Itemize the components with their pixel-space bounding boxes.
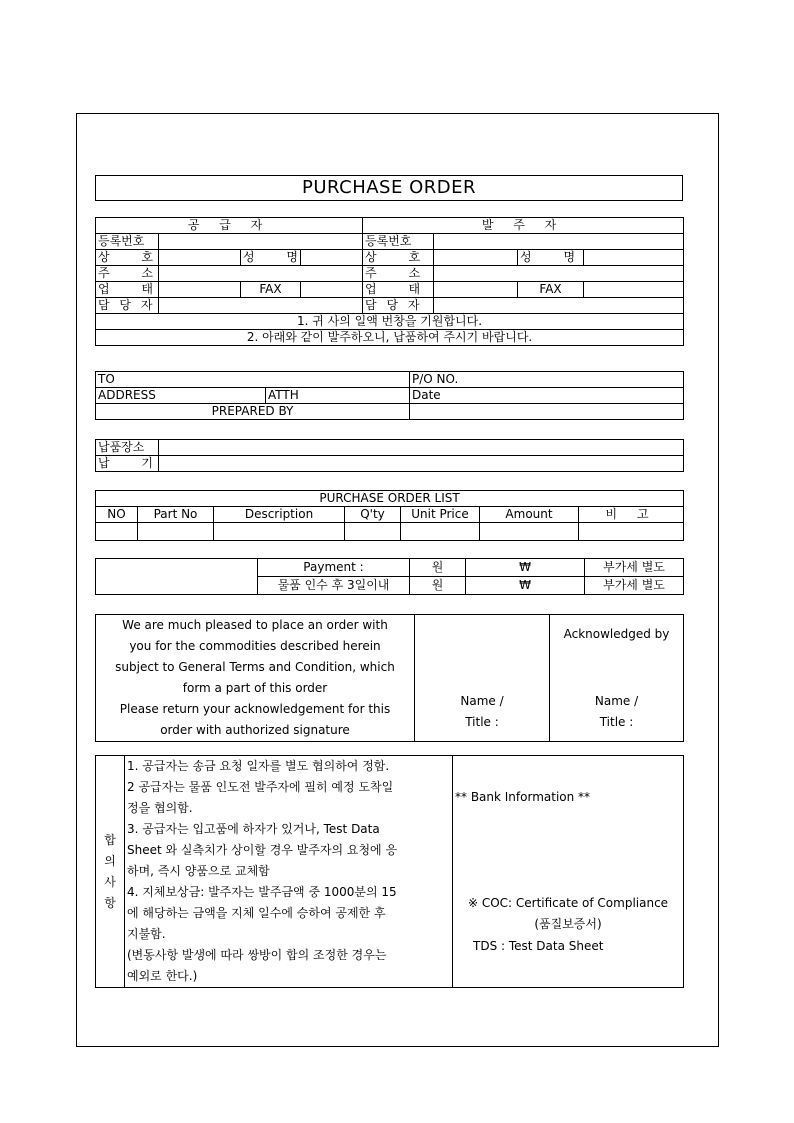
- supplier-fax-value[interactable]: [301, 282, 363, 298]
- atth-label: ATTH: [266, 388, 410, 404]
- supplier-business-value[interactable]: [159, 282, 241, 298]
- row-qty-cell[interactable]: [345, 523, 401, 541]
- supplier-company-label: 상 호: [96, 250, 159, 266]
- receipt-terms-label: 물품 인수 후 3일이내: [258, 577, 410, 595]
- orderer-title-label: Title :: [465, 715, 499, 729]
- supplier-title-label: Title :: [599, 715, 634, 729]
- supplier-name-label: 성 명: [241, 250, 301, 266]
- terms-line: 지불함.: [127, 927, 166, 941]
- row-amount-cell[interactable]: [480, 523, 579, 541]
- payment-vat-note: 부가세 별도: [585, 559, 684, 577]
- column-header-no: NO: [96, 507, 138, 523]
- terms-label-char: 합: [104, 832, 116, 847]
- terms-label-char: 항: [104, 895, 116, 910]
- orderer-company-value[interactable]: [434, 250, 518, 266]
- terms-table: [95, 755, 684, 988]
- order-list-table: [95, 490, 684, 541]
- orderer-name-value[interactable]: [584, 250, 684, 266]
- supplier-name-label: Name /: [594, 694, 639, 708]
- coc-line: ※ COC: Certificate of Compliance: [467, 896, 669, 910]
- terms-line: Sheet 와 실측치가 상이할 경우 발주자의 요청에 응: [127, 843, 398, 857]
- terms-label-char: 사: [104, 874, 116, 889]
- orderer-reg-no-label: 등록번호: [363, 234, 434, 250]
- orderer-name-label: Name /: [460, 694, 504, 708]
- terms-line: 4. 지체보상금: 발주자는 발주금액 중 1000분의 15: [127, 885, 397, 899]
- supplier-header: 공 급 자: [96, 218, 363, 234]
- orderer-signature-cell[interactable]: [415, 615, 550, 742]
- po-no-label: P/O NO.: [410, 372, 684, 388]
- acknowledgement-table: [95, 614, 684, 742]
- ack-line: order with authorized signature: [160, 723, 350, 737]
- table-row: [96, 523, 684, 541]
- orderer-header: 발 주 자: [363, 218, 684, 234]
- orderer-reg-no-value[interactable]: [434, 234, 684, 250]
- orderer-business-value[interactable]: [434, 282, 518, 298]
- supplier-reg-no-label: 등록번호: [96, 234, 159, 250]
- page-title: PURCHASE ORDER: [95, 175, 683, 201]
- order-info-table: [95, 371, 684, 420]
- orderer-address-label: 주 소: [363, 266, 434, 282]
- supplier-business-label: 업 태: [96, 282, 159, 298]
- terms-line: 정을 협의함.: [127, 801, 193, 815]
- ack-line: form a part of this order: [182, 681, 328, 695]
- prepared-by-value[interactable]: [410, 404, 684, 420]
- supplier-company-value[interactable]: [159, 250, 241, 266]
- row-unit-price-cell[interactable]: [401, 523, 480, 541]
- bank-info-cell: [453, 756, 684, 988]
- ack-line: We are much pleased to place an order with: [122, 618, 388, 632]
- terms-line: 3. 공급자는 입고품에 하자가 있거나, Test Data: [127, 822, 380, 836]
- supplier-contact-label: 담 당 자: [96, 298, 159, 314]
- row-no-cell[interactable]: [96, 523, 138, 541]
- orderer-contact-label: 담 당 자: [363, 298, 434, 314]
- column-header-description: Description: [214, 507, 345, 523]
- ack-line: subject to General Terms and Condition, which: [115, 660, 395, 674]
- orderer-name-label: 성 명: [518, 250, 584, 266]
- column-header-remarks: 비 고: [579, 507, 684, 523]
- receipt-vat-note: 부가세 별도: [585, 577, 684, 595]
- tds-line: TDS : Test Data Sheet: [473, 939, 604, 953]
- column-header-part-no: Part No: [138, 507, 214, 523]
- payment-currency: ₩: [466, 559, 585, 577]
- coc-korean-line: (품질보증서): [534, 917, 602, 931]
- supplier-reg-no-value[interactable]: [159, 234, 363, 250]
- orderer-business-label: 업 태: [363, 282, 434, 298]
- terms-line: 예외로 한다.): [127, 969, 198, 983]
- terms-label-char: 의: [104, 853, 116, 868]
- request-line: 2. 아래와 같이 발주하오니, 납품하여 주시기 바랍니다.: [96, 330, 684, 346]
- supplier-address-value[interactable]: [159, 266, 363, 282]
- column-header-qty: Q'ty: [345, 507, 401, 523]
- orderer-company-label: 상 호: [363, 250, 434, 266]
- ack-line: you for the commodities described herein: [129, 639, 381, 653]
- prepared-by-label: PREPARED BY: [96, 404, 410, 420]
- supplier-signature-cell[interactable]: [550, 615, 684, 742]
- delivery-place-label: 납품장소: [96, 440, 159, 456]
- row-remarks-cell[interactable]: [579, 523, 684, 541]
- supplier-address-label: 주 소: [96, 266, 159, 282]
- orderer-fax-label: FAX: [518, 282, 584, 298]
- terms-label: [96, 756, 125, 988]
- address-label: ADDRESS: [96, 388, 266, 404]
- orderer-contact-value[interactable]: [434, 298, 684, 314]
- terms-line: 에 해당하는 금액을 지체 일수에 승하여 공제한 후: [127, 906, 386, 920]
- delivery-place-value[interactable]: [159, 440, 684, 456]
- receipt-currency: ₩: [466, 577, 585, 595]
- acknowledged-by-label: Acknowledged by: [563, 627, 670, 641]
- delivery-table: [95, 439, 684, 472]
- row-description-cell[interactable]: [214, 523, 345, 541]
- terms-line: 하며, 즉시 양품으로 교체함: [127, 864, 270, 878]
- supplier-fax-label: FAX: [241, 282, 301, 298]
- payment-label: Payment :: [258, 559, 410, 577]
- payment-blank-cell: [96, 559, 258, 595]
- supplier-contact-value[interactable]: [159, 298, 363, 314]
- column-header-unit-price: Unit Price: [401, 507, 480, 523]
- bank-info-label: ** Bank Information **: [455, 790, 591, 804]
- orderer-fax-value[interactable]: [584, 282, 684, 298]
- row-part-no-cell[interactable]: [138, 523, 214, 541]
- terms-line: 2 공급자는 물품 인도전 발주자에 필히 예정 도착일: [127, 780, 394, 794]
- delivery-deadline-label: 납 기: [96, 456, 159, 472]
- to-label: TO: [96, 372, 410, 388]
- terms-line: (변동사항 발생에 따라 쌍방이 합의 조정한 경우는: [127, 948, 387, 962]
- ack-line: Please return your acknowledgement for this: [119, 702, 391, 716]
- column-header-amount: Amount: [480, 507, 579, 523]
- payment-won-label: 원: [410, 559, 466, 577]
- delivery-deadline-value[interactable]: [159, 456, 684, 472]
- terms-content: [125, 756, 453, 988]
- payment-table: [95, 558, 684, 595]
- greeting-line: 1. 귀 사의 일액 번창을 기원합니다.: [96, 314, 684, 330]
- party-info-table: [95, 217, 684, 346]
- terms-line: 1. 공급자는 송금 요청 일자를 별도 협의하여 정함.: [127, 759, 390, 773]
- order-list-title: PURCHASE ORDER LIST: [96, 491, 684, 507]
- orderer-address-value[interactable]: [434, 266, 684, 282]
- acknowledgement-message: [96, 615, 415, 742]
- date-label: Date: [410, 388, 684, 404]
- receipt-won-label: 원: [410, 577, 466, 595]
